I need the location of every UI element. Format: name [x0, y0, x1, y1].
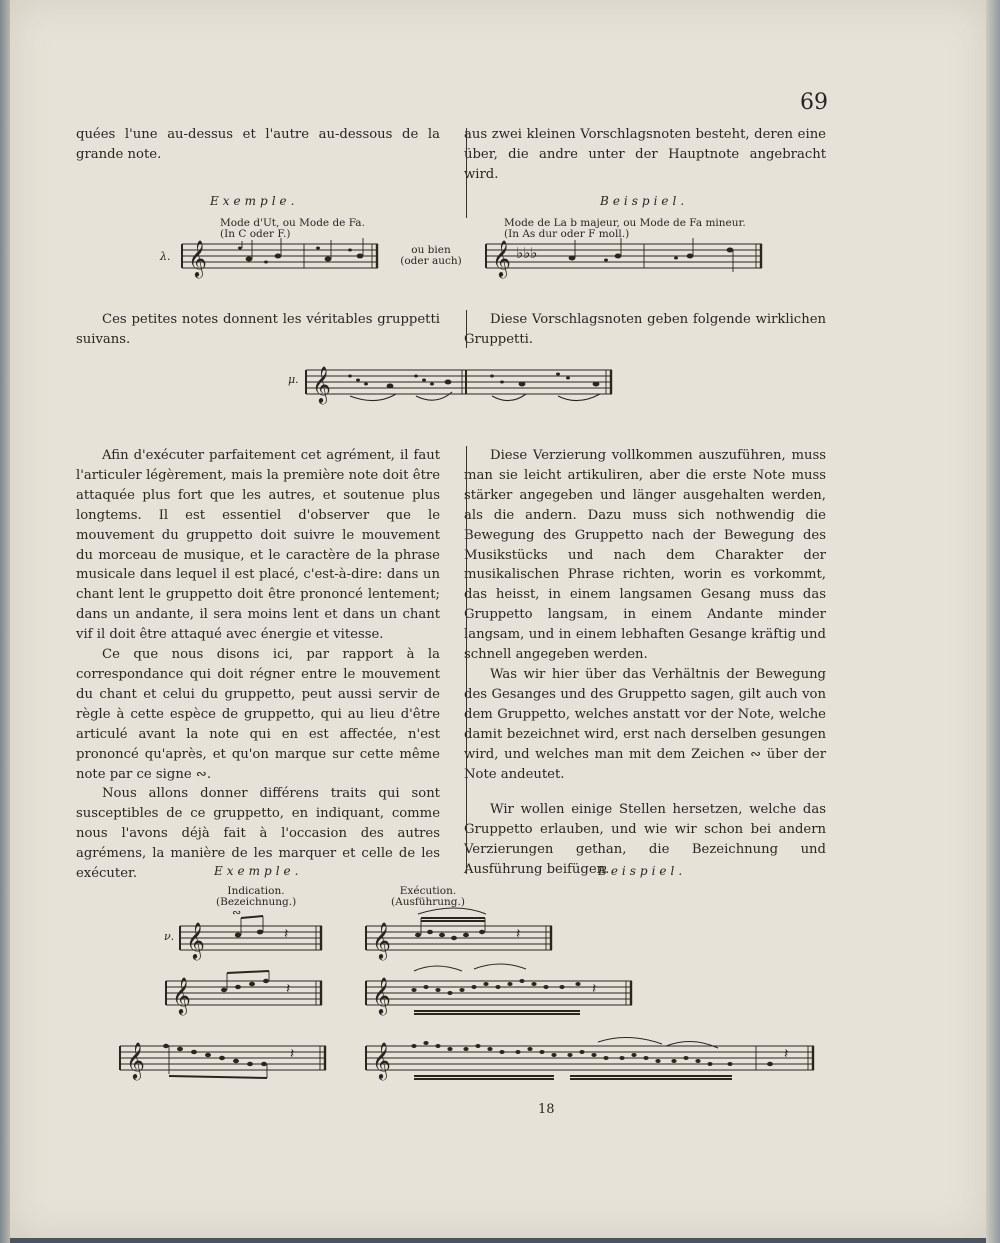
main-right-column: [464, 446, 826, 880]
treble-clef-icon: 𝄞: [312, 365, 331, 403]
left-paragraph-1: Afin d'exécuter parfaitement cet agrément, il faut l'articuler légèrement, mais la première note doit être attaquée plus fort que les autres, et soutenue plus longtems. Il est essentiel d'observer que le mouvement du gruppetto doit suivre le mouvement du morceau de musique, et le caractère de la phrase musicale dans lequel il est placé, c'est-à-dire: dans un chant lent le gruppetto doit être prononcé lentement; dans un andante, il sera moins lent et dans un chant vif il doit être attaqué avec énergie et vitesse.: [76, 448, 440, 643]
example1-left-caption-line1: Mode d'Ut, ou Mode de Fa.: [220, 217, 365, 229]
music-staff-indication-1: [180, 906, 326, 960]
example1-right-caption-line1: Mode de La b majeur, ou Mode de Fa mineur.: [504, 217, 746, 229]
example1-middle-line2: (oder auch): [400, 255, 462, 267]
example2-label-fr: Exemple.: [214, 864, 303, 878]
music-staff-execution-1: [366, 920, 556, 960]
svg-text:𝄽: 𝄽: [592, 981, 597, 997]
music-staff-indication-3: [120, 1040, 330, 1082]
svg-text:𝄽: 𝄽: [290, 1046, 295, 1062]
treble-clef-icon: 𝄞: [172, 976, 191, 1014]
right-paragraph-2: Was wir hier über das Verhältnis der Bewegung des Gesanges und des Gruppetto sagen, gilt auch von dem Gruppetto, welches anstatt vor der Note, welche damit bezeichnet wird, erst nach derselben gesungen wird, und welches man mit dem Zeichen ∾ über der Note andeutet.: [464, 666, 826, 782]
flat-icon: ♭♭♭: [516, 244, 538, 262]
top-right-text: [464, 125, 826, 185]
page-edge: [986, 0, 1000, 1243]
example1-left-caption: [220, 218, 365, 240]
signature-mark: 18: [538, 1102, 555, 1117]
execution-caption: [388, 886, 468, 908]
example2-label-de: Beispiel.: [598, 864, 687, 878]
treble-clef-icon: 𝄞: [372, 976, 391, 1014]
example-label-fr: Exemple.: [210, 194, 299, 208]
treble-clef-icon: 𝄞: [372, 1041, 391, 1079]
column-divider: [466, 310, 467, 348]
music-staff-example1-right: [486, 238, 766, 278]
treble-clef-icon: 𝄞: [372, 921, 391, 959]
middle-left-text: [76, 310, 440, 350]
example1-letter: λ.: [160, 250, 171, 263]
book-page: [10, 0, 986, 1238]
right-paragraph-3: Wir wollen einige Stellen hersetzen, welche das Gruppetto erlauben, und wie wir schon bei andern Verzierungen gethan, die Bezeichnung und Ausführung beifügen.: [464, 802, 826, 878]
example-mu-letter: μ.: [288, 373, 299, 386]
indication-caption: [216, 886, 296, 908]
top-left-paragraph: quées l'une au-dessus et l'autre au-dessous de la grande note.: [76, 127, 440, 162]
svg-text:∾: ∾: [232, 906, 242, 919]
example2-letter: ν.: [164, 930, 175, 943]
example-label-de: Beispiel.: [600, 194, 689, 208]
column-divider: [466, 446, 467, 874]
execution-line2: (Ausführung.): [391, 896, 465, 908]
left-paragraph-3: Nous allons donner différens traits qui sont susceptibles de ce gruppetto, en indiquant, comme nous l'avons déjà fait à l'occasion des autres agrémens, la manière de les marquer et celle de les exécuter.: [76, 786, 440, 882]
svg-text:𝄽: 𝄽: [784, 1046, 789, 1062]
svg-text:𝄽: 𝄽: [516, 926, 521, 942]
music-staff-execution-3: [366, 1040, 818, 1082]
top-left-text: [76, 125, 440, 165]
book-spine: [0, 0, 10, 1243]
top-right-paragraph: aus zwei kleinen Vorschlagsnoten besteht, deren eine über, die andre unter der Hauptnote angebracht wird.: [464, 127, 826, 182]
example1-right-caption-line2: (In As dur oder F moll.): [504, 228, 630, 240]
middle-right-text: [464, 310, 826, 350]
main-left-column: [76, 446, 440, 884]
middle-left-paragraph: Ces petites notes donnent les véritables gruppetti suivans.: [76, 312, 440, 347]
example1-middle-text: [398, 245, 464, 267]
right-paragraph-1: Diese Verzierung vollkommen auszuführen, muss man sie leicht artikuliren, aber die erste Note muss stärker angegeben und länger ausgehalten werden, als die andern. Dazu muss sich nothwendig die Bewegung des Gruppetto nach der Bewegung des Musikstücks und nach dem Charakter der musikalischen Phrase richten, worin es vorkommt, das heisst, in einem langsamen Gesang muss das Gruppetto langsam, in einem Andante minder langsam, und in einem lebhaften Gesange kräftig und schnell angegeben werden.: [464, 448, 826, 663]
svg-text:𝄽: 𝄽: [284, 926, 289, 942]
music-staff-example1-left: [182, 238, 382, 278]
svg-text:𝄽: 𝄽: [286, 981, 291, 997]
treble-clef-icon: 𝄞: [126, 1041, 145, 1079]
middle-right-paragraph: Diese Vorschlagsnoten geben folgende wirklichen Gruppetti.: [464, 312, 826, 347]
left-paragraph-2: Ce que nous disons ici, par rapport à la correspondance qui doit régner entre le mouvement du chant et celui du gruppetto, peut aussi servir de règle à cette espèce de gruppetto, qui au lieu d'être articulé avant la note qui en est affectée, n'est prononcé qu'après, et qu'on marque sur cette même note par ce signe ∾.: [76, 647, 440, 782]
music-staff-indication-2: [166, 975, 326, 1015]
column-divider: [466, 128, 467, 218]
example1-middle-line1: ou bien: [411, 244, 451, 256]
treble-clef-icon: 𝄞: [188, 239, 207, 277]
indication-line2: (Bezeichnung.): [216, 896, 297, 908]
treble-clef-icon: 𝄞: [492, 239, 511, 277]
example1-right-caption: [504, 218, 746, 240]
treble-clef-icon: 𝄞: [186, 921, 205, 959]
execution-line1: Exécution.: [399, 885, 457, 897]
example1-left-caption-line2: (In C oder F.): [220, 228, 291, 240]
music-staff-gruppetti: [306, 362, 616, 404]
indication-line1: Indication.: [227, 885, 285, 897]
page-number: 69: [800, 90, 828, 115]
music-staff-execution-2: [366, 975, 636, 1015]
